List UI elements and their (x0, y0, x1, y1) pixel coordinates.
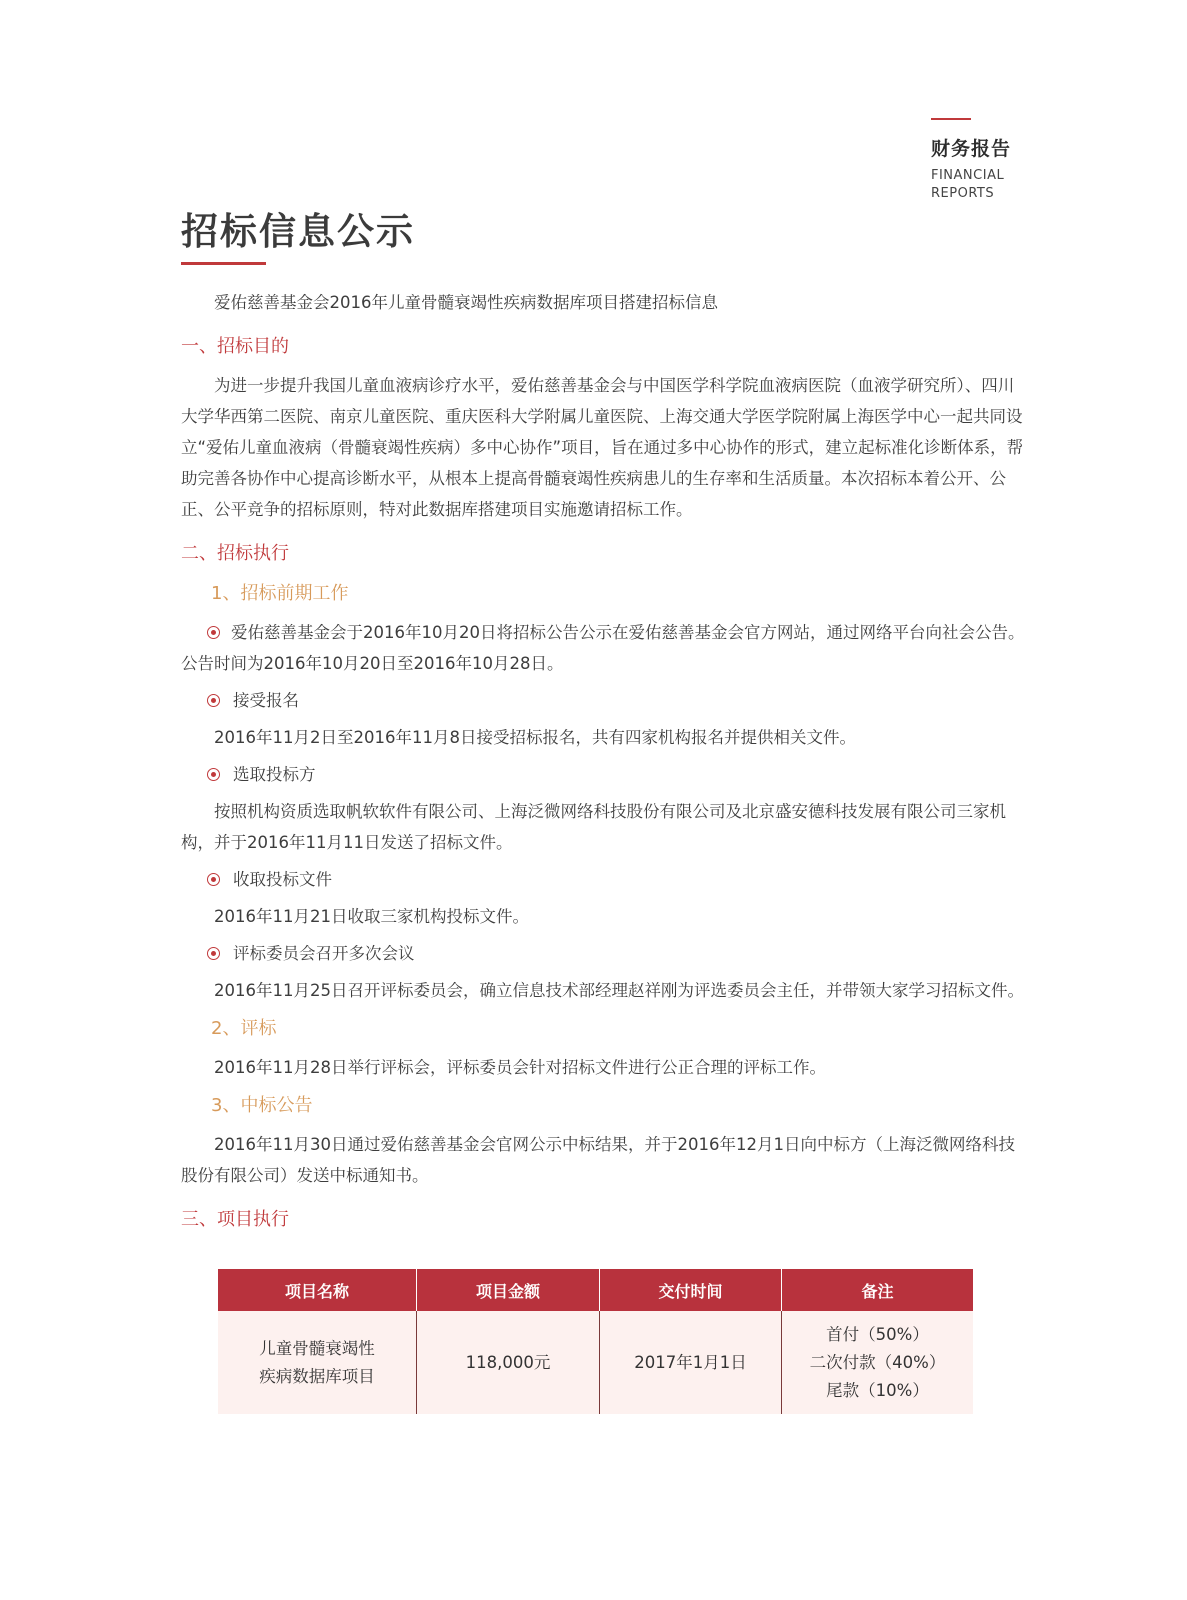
section-heading-purpose: 一、招标目的 (181, 336, 289, 357)
table-header-cell: 项目金额 (417, 1269, 600, 1311)
project-amount-cell: 118,000元 (417, 1311, 600, 1414)
section-label-en-line2: REPORTS (931, 186, 995, 201)
select-bidders-text: 按照机构资质选取帆软软件有限公司、上海泛微网络科技股份有限公司及北京盛安德科技发展有限公司三家机构，并于2016年11月11日发送了招标文件。 (181, 802, 1006, 852)
bullet-select-bidders (181, 759, 1027, 790)
subheading-award: 3、中标公告 (211, 1095, 313, 1116)
bullet-dot-icon (207, 768, 220, 781)
bullet-dot-icon (207, 626, 220, 639)
collect-bids-text: 2016年11月21日收取三家机构投标文件。 (214, 907, 529, 926)
bullet-label: 接受报名 (233, 691, 299, 710)
evaluation-text: 2016年11月28日举行评标会，评标委员会针对招标文件进行公正合理的评标工作。 (214, 1058, 826, 1077)
page-title: 招标信息公示 (181, 210, 415, 253)
bullet-committee-meetings (181, 938, 1027, 969)
project-name-line: 儿童骨髓衰竭性 (259, 1338, 375, 1358)
project-name-cell (218, 1311, 417, 1414)
announcement-text: 爱佑慈善基金会于2016年10月20日将招标公告公示在爱佑慈善基金会官方网站，通过网络平台向社会公告。公告时间为2016年10月20日至2016年10月28日。 (181, 623, 1025, 673)
committee-meetings-text: 2016年11月25日召开评标委员会，确立信息技术部经理赵祥刚为评选委员会主任，并带领大家学习招标文件。 (214, 981, 1024, 1000)
subheading-evaluation: 2、评标 (211, 1018, 277, 1039)
section-heading-project: 三、项目执行 (181, 1209, 289, 1230)
notes-cell (782, 1311, 974, 1414)
bullet-label: 选取投标方 (233, 765, 316, 784)
section-label-cn: 财务报告 (931, 138, 1012, 160)
registration-text: 2016年11月2日至2016年11月8日接受招标报名，共有四家机构报名并提供相关文件。 (214, 728, 856, 747)
bullet-dot-icon (207, 947, 220, 960)
bullet-collect-bids (181, 864, 1027, 895)
bullet-announcement (181, 617, 1027, 679)
table-header-cell: 项目名称 (218, 1269, 417, 1311)
corner-divider (931, 118, 971, 120)
note-line: 首付（50%） (826, 1324, 929, 1344)
section-label-en (931, 167, 1051, 203)
purpose-paragraph: 为进一步提升我国儿童血液病诊疗水平，爱佑慈善基金会与中国医学科学院血液病医院（血液学研究所）、四川大学华西第二医院、南京儿童医院、重庆医科大学附属儿童医院、上海交通大学医学院附属上海医学中心一起共同设立“爱佑儿童血液病（骨髓衰竭性疾病）多中心协作”项目，旨在通过多中心协作的形式，建立起标准化诊断体系，帮助完善各协作中心提高诊断水平，从根本上提高骨髓衰竭性疾病患儿的生存率和生活质量。本次招标本着公开、公正、公平竞争的招标原则，特对此数据库搭建项目实施邀请招标工作。 (181, 376, 1024, 519)
award-text: 2016年11月30日通过爱佑慈善基金会官网公示中标结果，并于2016年12月1日向中标方（上海泛微网络科技股份有限公司）发送中标通知书。 (181, 1135, 1015, 1185)
intro-paragraph: 爱佑慈善基金会2016年儿童骨髓衰竭性疾病数据库项目搭建招标信息 (214, 293, 718, 312)
table-header-cell: 备注 (782, 1269, 974, 1311)
bullet-dot-icon (207, 873, 220, 886)
title-underline (181, 262, 266, 265)
bullet-dot-icon (207, 694, 220, 707)
delivery-date-cell: 2017年1月1日 (600, 1311, 782, 1414)
bullet-registration (181, 685, 1027, 716)
bullet-label: 评标委员会召开多次会议 (233, 944, 415, 963)
table-header-cell: 交付时间 (600, 1269, 782, 1311)
subheading-preliminary: 1、招标前期工作 (211, 583, 349, 604)
bullet-label: 收取投标文件 (233, 870, 332, 889)
document-body (181, 287, 1027, 1237)
project-table (218, 1269, 973, 1414)
table-header-row (218, 1269, 973, 1311)
section-label-en-line1: FINANCIAL (931, 168, 1005, 183)
note-line: 尾款（10%） (826, 1380, 929, 1400)
section-heading-execution: 二、招标执行 (181, 543, 289, 564)
project-name-line: 疾病数据库项目 (259, 1366, 375, 1386)
note-line: 二次付款（40%） (809, 1352, 946, 1372)
table-row (218, 1311, 973, 1414)
report-section-label (931, 118, 1051, 203)
